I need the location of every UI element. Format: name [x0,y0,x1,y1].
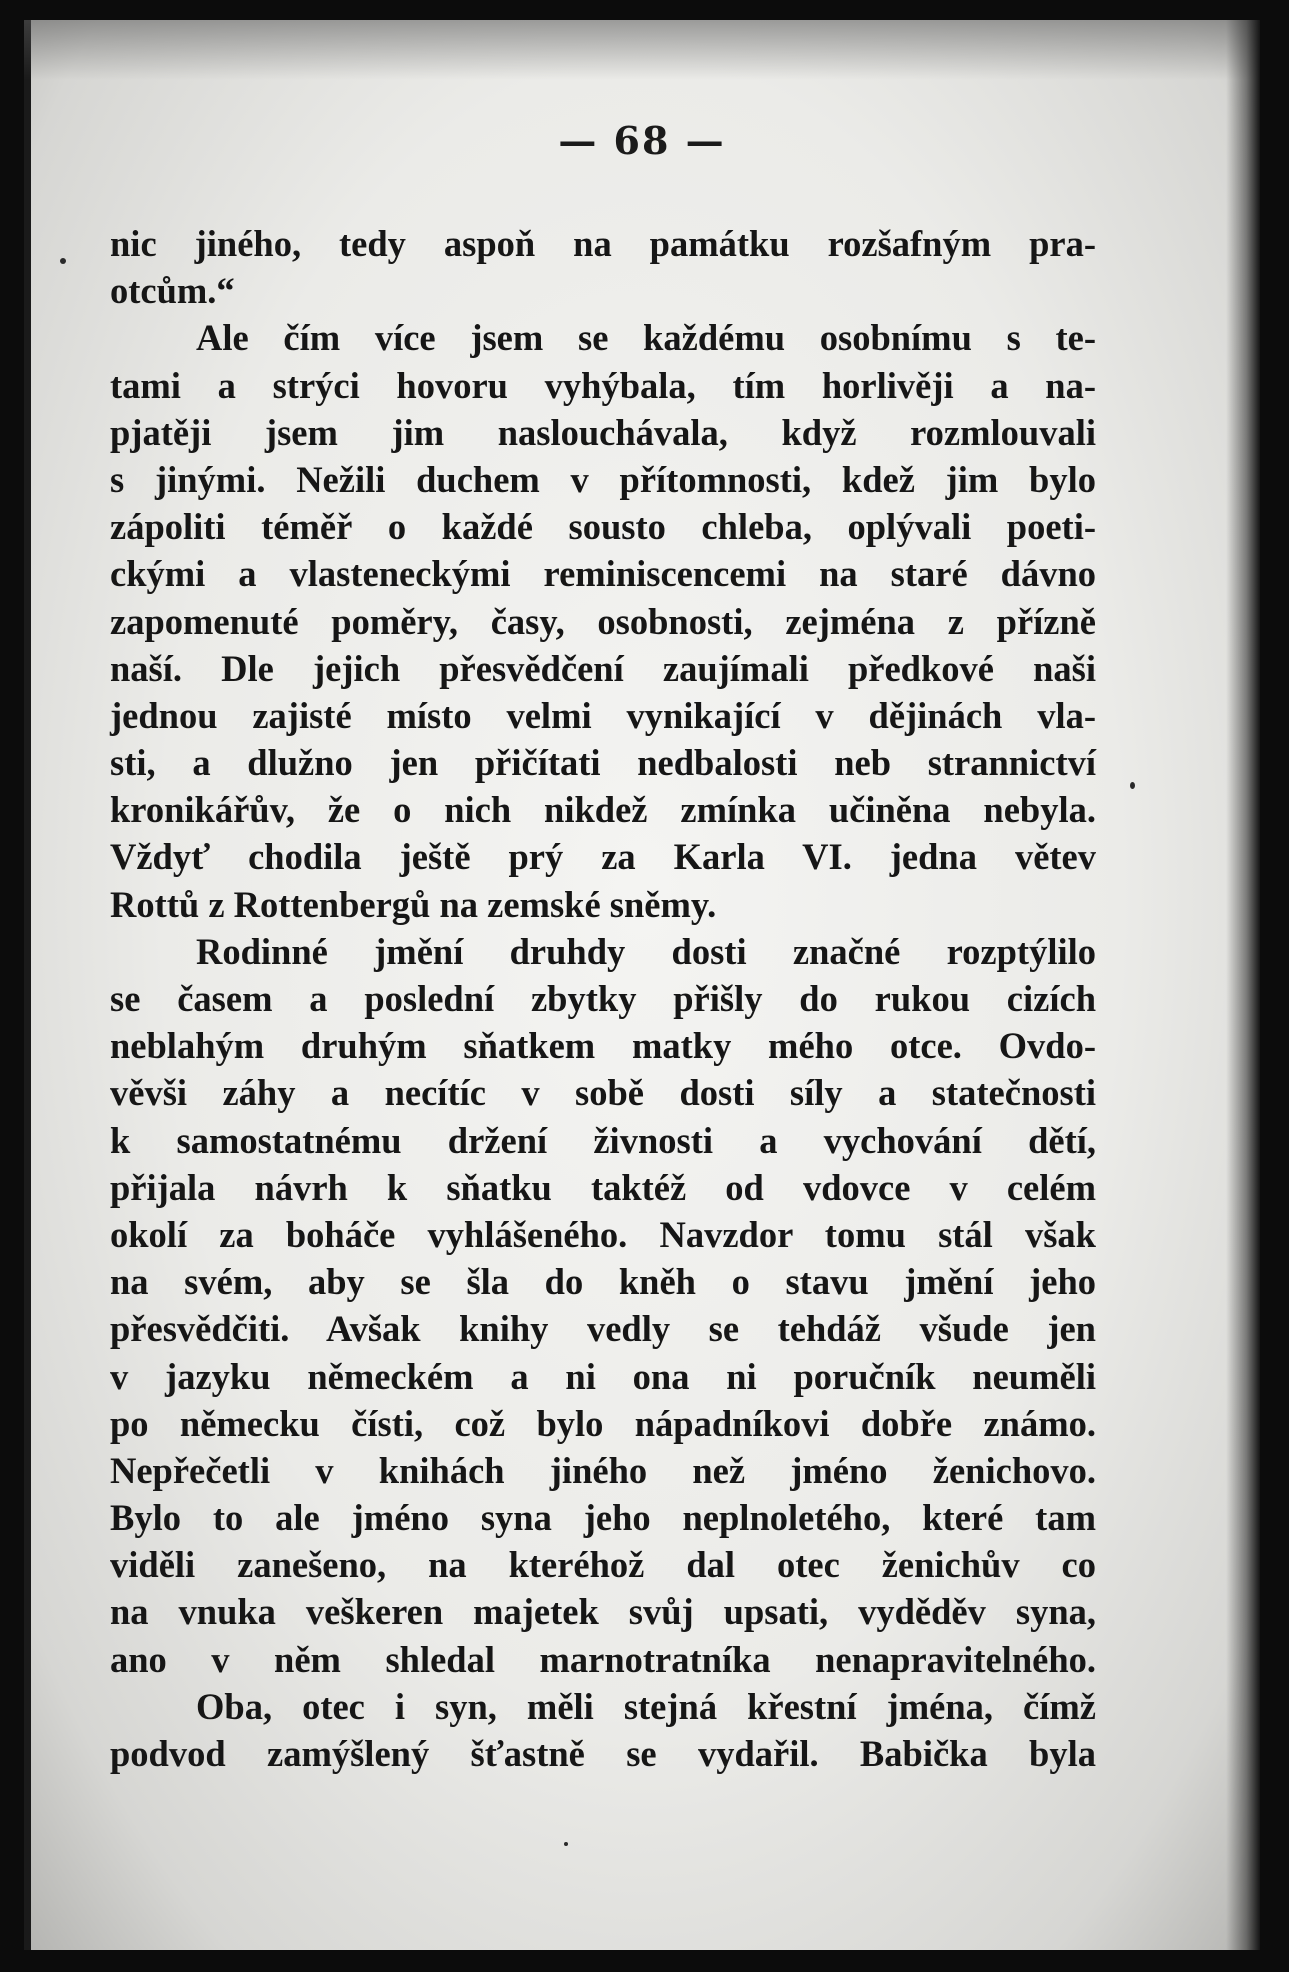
text-line: po německu čísti, což bylo nápadníkovi dobře známo. [110,1402,1096,1444]
text-line: Oba, otec i syn, měli stejná křestní jména, čímž [196,1685,1096,1727]
text-line: pjatěji jsem jim naslouchávala, když rozmlouvali [110,411,1096,453]
text-line: věvši záhy a necítíc v sobě dosti síly a statečnosti [110,1072,1096,1114]
speck [564,1842,568,1846]
text-line: podvod zamýšlený šťastně se vydařil. Babička byla [110,1733,1096,1774]
text-line: přesvědčiti. Avšak knihy vedly se tehdáž všude jen [110,1308,1096,1350]
text-line: na vnuka veškeren majetek svůj upsati, vyděděv syna, [110,1591,1096,1633]
page-edge-left [24,20,31,1950]
text-line: Rodinné jmění druhdy dosti značné rozptýlilo [196,930,1096,972]
text-line: Nepřečetli v knihách jiného než jméno ženichovo. [110,1449,1096,1491]
speck [60,258,66,264]
text-line: v jazyku německém a ni ona ni poručník neuměli [110,1355,1096,1397]
text-line: ano v něm shledal marnotratníka nenapravitelného. [110,1638,1096,1680]
text-line: jednou zajisté místo velmi vynikající v dějinách vla- [110,694,1096,736]
text-line: Rottů z Rottenbergů na zemské sněmy. [110,883,717,925]
speck [1130,782,1135,789]
text-line: zapomenuté poměry, časy, osobnosti, zejména z přízně [110,600,1096,642]
page-edge-top [24,20,1260,80]
text-line: neblahým druhým sňatkem matky mého otce. Ovdo- [110,1025,1096,1067]
page-edge-right [1226,20,1260,1950]
text-line: Ale čím více jsem se každému osobnímu s te- [196,317,1096,359]
text-line: naší. Dle jejich přesvědčení zaujímali předkové naši [110,647,1096,689]
text-line: Vždyť chodila ještě prý za Karla VI. jedna větev [110,836,1096,878]
text-line: okolí za boháče vyhlášeného. Navzdor tomu stál však [110,1213,1096,1255]
text-line: ckými a vlasteneckými reminiscencemi na staré dávno [110,553,1096,595]
text-line: kronikářův, že o nich nikdež zmínka učiněna nebyla. [110,789,1096,831]
text-line: Bylo to ale jméno syna jeho neplnoletého, které tam [110,1497,1096,1539]
text-line: k samostatnému držení živnosti a vychování dětí, [110,1119,1096,1161]
text-line: viděli zanešeno, na kteréhož dal otec ženichův co [110,1544,1096,1586]
text-line: zápoliti téměř o každé sousto chleba, oplývali poeti- [110,506,1096,548]
text-line: tami a strýci hovoru vyhýbala, tím horlivěji a na- [110,364,1096,406]
page-number: — 68 — [558,118,726,163]
text-line: se časem a poslední zbytky přišly do rukou cizích [110,978,1096,1019]
book-page [24,20,1260,1950]
text-line: přijala návrh k sňatku taktéž od vdovce v celém [110,1166,1096,1208]
text-line: s jinými. Nežili duchem v přítomnosti, kdež jim bylo [110,458,1096,500]
text-line: nic jiného, tedy aspoň na památku rozšafným pra- [110,223,1096,264]
text-line: na svém, aby se šla do kněh o stavu jmění jeho [110,1261,1096,1303]
text-line: otcům.“ [110,270,235,312]
body-text [110,220,1096,1777]
text-line: sti, a dlužno jen přičítati nedbalosti neb strannictví [110,742,1096,784]
